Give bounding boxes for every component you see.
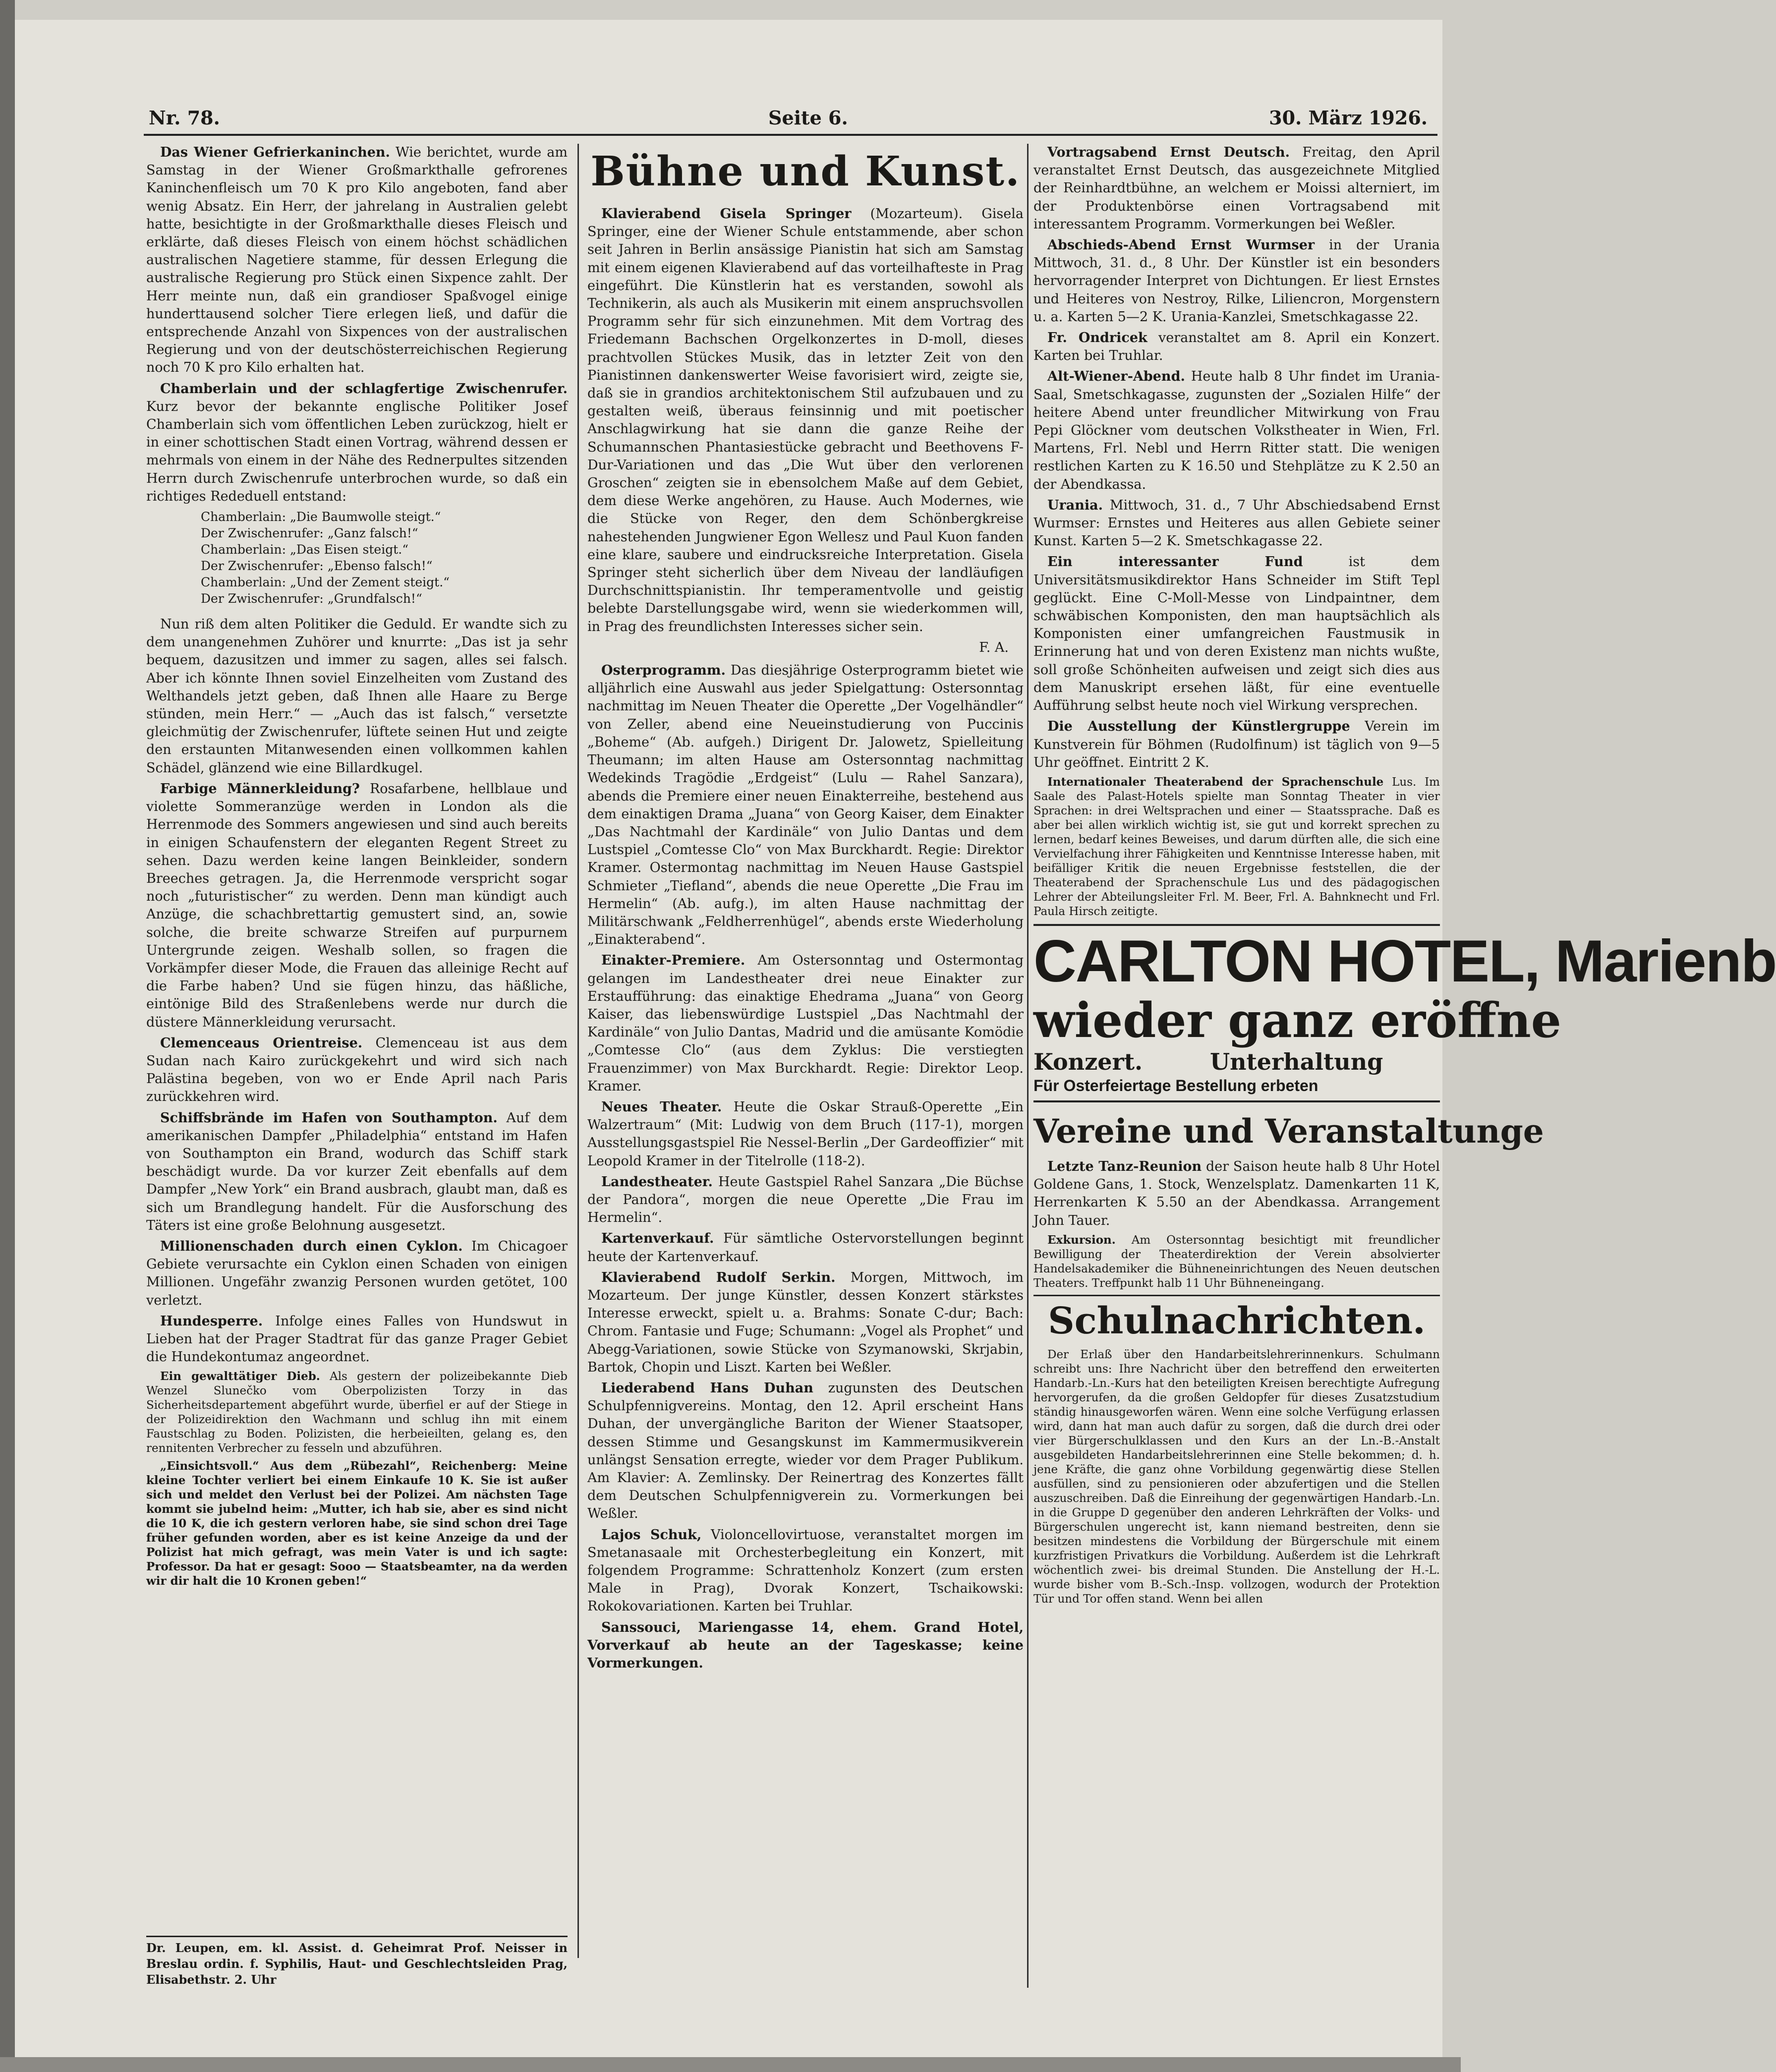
article-headline: Fr. Ondricek [1047,330,1147,346]
article-body: (Mozarteum). Gisela Springer, eine der Wiener Schule entstammende, aber schon seit Jahren in Berlin ansässige Pianistin hat sich am Samstag mit einem eigenen Klavierabend auf das vorteilhafteste in Prag eingeführt. Die Künstlerin hat es verstanden, sowohl als Technikerin, als auch als Musikerin mit einem anspruchsvollen Programm sehr für sich einzunehmen. Mit dem Vortrag des Friedemann Bachschen Orgelkonzertes in D-moll, dieses prachtvollen Stückes Musik, das in letzter Zeit von den Pianistinnen dankenswerter Weise favorisiert wird, zeigte sie, daß sie in grandios architektonischem Stil aufzubauen und zu gestalten weiß, überaus feinsinnig und mit poetischer Anschlagwirkung hat sie dann die ganze Reihe der Schumannschen Phantasiestücke gebracht und Beethovens F-Dur-Variationen und das „Die Wut über den verlorenen Groschen“ zeigten sie in ebensolchem Maße auf dem Gebiet, dem diese Werke angehören, zu Hause. Auch Modernes, wie die Stücke von Reger, den dem Schönbergkreise nahestehenden Jungwiener Egon Wellesz und Paul Kuon fanden eine klare, saubere und eindrucksreiche Interpretation. Gisela Springer steht sicherlich über dem Niveau der landläufigen Durchschnittspianistin. Ihr temperamentvolle und geistig belebte Darstellungsgabe wird, wenn sie wiederkommen will, in Prag des freundlichsten Interesses sicher sein. [587,206,1024,634]
article-theaterabend [1033,775,1440,919]
article-body: der Saison heute halb 8 Uhr Hotel Goldene Gans, 1. Stock, Wenzelsplatz. Damenkarten 11 K, Herrenkarten K 5.50 an der Abendkassa. Arrangement John Tauer. [1033,1158,1440,1228]
article-landestheater [587,1173,1024,1227]
article-tanz-reunion [1033,1158,1440,1230]
article-headline: Farbige Männerkleidung? [160,781,360,797]
article-body: Als gestern der polizeibekannte Dieb Wenzel Slunečko vom Oberpolizisten Torzy in das Sicherheitsdepartement abgeführt wurde, überfiel er auf der Stiege in der Polizeidirektion den Wachmann und schlug ihn mit einem Faustschlag zu Boden. Polizisten, die herbeieilten, gelang es, den rennitenten Verbrecher zu fesseln und abzuführen. [146,1370,568,1455]
column-rule-1 [577,144,579,1958]
article-body: veranstaltet am 8. April ein Konzert. Karten bei Truhlar. [1033,330,1440,364]
article-body: Aus dem „Rübezahl“, Reichenberg: Meine kleine Tochter verliert bei einem Einkaufe 10 K. Sie ist außer sich und meldet den Verlust bei der Polizei. Am nächsten Tage kommt sie jubelnd heim: „Mutter, ich hab sie, aber es sind nicht die 10 K, die ich gestern verloren habe, sie sind schon drei Tage früher gefunden worden, aber es ist keine Anzeige da und der Polizist hat mich gefragt, was mein Vater is und ich sagte: Professor. Da hat er gesagt: Sooo — Staatsbeamter, na da werden wir dir halt die 10 Kronen geben!“ [146,1459,568,1588]
article-body: Mariengasse 14, ehem. Grand Hotel, Vorverkauf ab heute an der Tageskasse; keine Vormerkungen. [587,1619,1024,1671]
ad-headline: CARLTON HOTEL, Marienb [1033,927,1776,994]
article-body: Am Ostersonntag besichtigt mit freundlicher Bewilligung der Theaterdirektion der Verein absolvierter Handelsakademiker die Bühneneinrichtungen des Neuen deutschen Theaters. Treffpunkt halb 11 Uhr Bühneneingang. [1033,1233,1440,1290]
article-headline: Einakter-Premiere. [601,953,745,969]
doctor-advertisement: Dr. Leupen, em. kl. Assist. d. Geheimrat Prof. Neisser in Breslau ordin. f. Syphilis, Haut- und Geschlechtsleiden Prag, Elisabethstr. 2. Uhr [146,1936,568,1988]
article-cyklon [146,1238,568,1310]
column-rule-2 [1027,144,1029,1988]
article-headline: Letzte Tanz-Reunion [1047,1158,1202,1174]
article-duhan [587,1380,1024,1523]
article-body: Morgen, Mittwoch, im Mozarteum. Der junge Künstler, dessen Konzert stärkstes Interesse erweckt, spielt u. a. Brahms: Sonate C-dur; Bach: Chrom. Fantasie und Fuge; Schumann: „Vogel als Prophet“ und Abegg-Variationen, sowie Stücke von Szymanowski, Skrjabin, Bartok, Chopin und Liszt. Karten bei Weßler. [587,1269,1024,1375]
ad-unterhaltung: Unterhaltung [1210,1048,1383,1075]
article-ondricek [1033,329,1440,365]
article-wurmser [1033,236,1440,326]
article-clemenceau [146,1035,568,1106]
article-headline: Urania. [1047,497,1103,513]
dialogue-line: Der Zwischenrufer: „Grundfalsch!“ [201,591,422,606]
dialogue-line: Der Zwischenrufer: „Ebenso falsch!“ [201,559,433,574]
article-schuk [587,1526,1024,1616]
article-einsichtsvoll [146,1459,568,1588]
column-local-news [146,144,568,1928]
issue-date: 30. März 1926. [1269,107,1428,129]
article-alt-wiener [1033,368,1440,493]
article-headline: Kartenverkauf. [601,1231,714,1247]
article-body: Kurz bevor der bekannte englische Politiker Josef Chamberlain sich vom öffentlichen Leben zurückzog, hielt er in einer schottischen Stadt einen Vortrag, während dessen er mehrmals von einem in der Nähe des Rednerpultes sitzenden Herrn durch Zwischenrufe unterbrochen wurde, so daß ein richtiges Rededuell entstand: [146,399,568,504]
article-springer [587,205,1024,636]
article-chamberlain [146,380,568,506]
article-headline: Exkursion. [1047,1233,1116,1247]
article-body: Lus. Im Saale des Palast-Hotels spielte man Sonntag Theater in vier Sprachen: in drei Weltsprachen und einer — Staatssprache. Daß es aber bei allen wirklich wichtig ist, sie gut und korrekt sprechen zu lernen, bedarf keines Beweises, und darum dürften alle, die sich eine Vervielfachung ihrer Fähigkeiten und Kenntnisse Interesse haben, mit beifälliger Kritik die neuen Ergebnisse feststellen, die der Theaterabend der Sprachenschule Lus und des pädagogischen Lehrer der Abteilungsleiter Frl. M. Beer, Frl. A. Bahnknecht und Frl. Paula Hirsch zeitigte. [1033,775,1440,918]
article-headline: Hundesperre. [160,1313,263,1329]
author-signature: F. A. [979,639,1009,655]
article-ausstellung [1033,718,1440,772]
section-title-buehne: Bühne und Kunst. [590,148,1021,195]
article-body: zugunsten des Deutschen Schulpfennigvereins. Montag, den 12. April erscheint Hans Duhan, der unvergängliche Bariton der Wiener Staatsoper, dessen Stimme und Gesangskunst im Kammermusikverein unlängst Sensation erregte, wieder vor dem Prager Publikum. Am Klavier: A. Zemlinsky. Der Reinertrag des Konzertes fällt dem Deutschen Schulpfennigverein zu. Vormerkungen bei Weßler. [587,1381,1024,1522]
article-body: Freitag, den April veranstaltet Ernst Deutsch, das ausgezeichnete Mitglied der Reinhardtbühne, an welchem er Moissi alterniert, im der Produktenbörse einen Vortragsabend mit interessantem Programm. Vormerkungen bei Weßler. [1033,145,1440,232]
article-kartenverkauf [587,1230,1024,1266]
article-headline: Ein interessanter Fund [1047,554,1303,570]
article-body: Violoncellovirtuose, veranstaltet morgen im Smetanasaale mit Orchesterbegleitung ein Konzert, mit folgendem Programme: Schrattenholz Konzert (zum ersten Male in Prag), Dvorak Konzert, Tschaikowski: Rokokovariationen. Karten bei Truhlar. [587,1527,1024,1614]
article-handarbeit: Der Erlaß über den Handarbeitslehrerinnenkurs. Schulmann schreibt uns: Ihre Nachricht über den betreffend den erweiterten Handarb.-Ln.-Kurs hat den beteiligten Kreisen berechtigte Aufregung hervorgerufen, da die großen Geldopfer für dieses Zusatzstudium ständig hinausgeworfen wären. Wenn eine solche Verfügung erlassen wird, dann hat man auch dafür zu sorgen, daß die durch drei oder vier Bürgerschulklassen und den Kurs an der Ln.-B.-Anstalt ausgebildeten Handarbeitslehrerinnen eine Stelle bekommen; d. h. jene Kräfte, die ganz ohne Vorbildung gegenwärtig diese Stellen ausfüllen, sind zu pensionieren oder abzufertigen und die Stellen auszuschreiben. Daß die Einreihung der gegenwärtigen Handarb.-Ln. in die Gruppe D gegenüber den anderen Lehrkräften der Volks- und Bürgerschulen ungerecht ist, kann niemand bestreiten, denn sie besitzen mindestens die Vorbildung der Bürgerschule mit einem kurzfristigen Privatkurs die Vorbildung. Außerdem ist die Lehrkraft wöchentlich zwei- bis dreimal Stunden. Die Anstellung der H.-L. wurde bisher vom B.-Sch.-Insp. vollzogen, wodurch der Protektion Tür und Tor offen stand. Wenn bei allen [1033,1348,1440,1606]
section-title-schulnachrichten: Schulnachrichten. [1048,1299,1426,1342]
section-divider [1033,1295,1440,1296]
issue-number: Nr. 78. [149,107,220,129]
article-headline: Liederabend Hans Duhan [601,1381,813,1396]
page-header [129,99,1437,134]
article-einakter [587,952,1024,1095]
article-fund [1033,553,1440,715]
article-body: Rosafarbene, hellblaue und violette Sommeranzüge werden in London als die Herrenmode des Sommers angewiesen und sind auch bereits in einigen Schaufenstern der eleganten Regent Street zu sehen. Dazu werden keine langen Beinkleider, sondern Breeches getragen. Ja, die Herrenmode verspricht sogar noch „futuristischer“ zu werden. Denn man kündigt auch Anzüge, die schachbrettartig gemustert sind, an, sowie solche, die breite schwarze Streifen auf purpurnem Untergrunde zeigen. Weshalb sollen, so fragen die Vorkämpfer dieser Mode, die Frauen das alleinige Recht auf die Farbe haben? Und sie fügen hinzu, das häßliche, eintönige Bild des Straßenlebens werde nur durch die düstere Männerkleidung verursacht. [146,781,568,1030]
article-headline: Internationaler Theaterabend der Sprachenschule [1047,775,1384,789]
article-hundesperre [146,1313,568,1367]
scan-edge-left [0,0,15,2072]
article-kaninchen [146,144,568,377]
dialogue-line: Chamberlain: „Die Baumwolle steigt.“ [201,510,441,524]
article-headline: Klavierabend Gisela Springer [601,206,852,222]
article-headline: Ein gewalttätiger Dieb. [160,1370,320,1383]
article-body: Das diesjährige Osterprogramm bietet wie alljährlich eine Auswahl aus jeder Spielgattung: Ostersonntag nachmittag im Neuen Theater die Operette „Der Vogelhändler“ von Zeller, abend eine Neueinstudierung von Puccinis „Boheme“ (Ab. aufgeh.) Dirigent Dr. Jalowetz, Spielleitung Theumann; im alten Hause am Ostersonntag nachmittag Wedekinds Tragödie „Erdgeist“ (Lulu — Rahel Sanzara), abends die Premiere einer neuen Einakterreihe, bestehend aus dem einaktigen Drama „Juana“ von Georg Kaiser, dem Einakter „Das Nachtmahl der Kardinäle“ von Julio Dantas und dem Lustspiel „Comtesse Clo“ von Max Burckhardt. Regie: Direktor Kramer. Ostermontag nachmittag im Neuen Hause Gastspiel Schmieter „Tiefland“, abends die neue Operette „Die Frau im Hermelin“ (Ab. aufg.), im alten Hause nachmittag der Militärschwank „Feldherrenhügel“, abends erste Wiederholung „Einakterabend“. [587,663,1024,948]
column-buehne-kunst [587,144,1024,1968]
article-headline: Sanssouci, [601,1619,681,1635]
article-body: Verein im Kunstverein für Böhmen (Rudolfinum) ist täglich von 9—5 Uhr geöffnet. Eintritt 2 K. [1033,719,1440,770]
article-headline: Chamberlain und der schlagfertige Zwischenrufer. [160,381,568,397]
column-right [1033,144,1776,1988]
article-southampton [146,1109,568,1235]
article-headline: Die Ausstellung der Künstlergruppe [1047,719,1350,735]
article-body: ist dem Universitätsmusikdirektor Hans Schneider im Stift Tepl geglückt. Eine C-Moll-Messe von Lindpaintner, dem schwäbischen Komponisten, den man hauptsächlich als Komponisten einer umfangreichen Faustmusik in Erinnerung hat und von deren Existenz man nichts wußte, soll große Schönheiten aufweisen und zeigt sich dies aus dem Manuskript ersehen läßt, für eine eventuelle Aufführung selbst heute noch viel Wirkung versprechen. [1033,554,1440,714]
dialogue-line: Chamberlain: „Das Eisen steigt.“ [201,542,408,557]
article-body: in der Urania Mittwoch, 31. d., 8 Uhr. Der Künstler ist ein besonders hervorragender Interpret von Dichtungen. Er liest Ernstes und Heiteres von Nestroy, Rilke, Liliencron, Morgenstern u. a. Karten 5—2 K. Urania-Kanzlei, Smetschkagasse 22. [1033,237,1440,325]
article-headline: Neues Theater. [601,1099,722,1115]
article-headline: Alt-Wiener-Abend. [1047,369,1185,385]
article-urania [1033,497,1440,551]
article-headline: Landestheater. [601,1174,713,1190]
section-title-vereine: Vereine und Veranstaltunge [1033,1111,1544,1151]
article-headline: Millionenschaden durch einen Cyklon. [160,1238,463,1254]
article-osterprogramm [587,662,1024,949]
article-body: Mittwoch, 31. d., 7 Uhr Abschiedsabend Ernst Wurmser: Ernstes und Heiteres aus allen Gebiete seiner Kunst. Karten 5—2 K. Smetschkagasse 22. [1033,497,1440,549]
scan-edge-bottom [0,2057,1461,2072]
page-number: Seite 6. [768,107,848,129]
article-headline: Lajos Schuk, [601,1527,702,1543]
ad-subheadline: wieder ganz eröffne [1033,992,1561,1048]
article-neues-theater [587,1098,1024,1170]
article-headline: Vortragsabend Ernst Deutsch. [1047,145,1290,160]
article-headline: „Einsichtsvoll.“ [160,1459,259,1473]
article-body: Nun riß dem alten Politiker die Geduld. Er wandte sich zu dem unangenehmen Zuhörer und knurrte: „Das ist ja sehr bequem, dazusitzen und immer zu sagen, alles sei falsch. Aber ich könnte Ihnen soviel Einzelheiten vom Zustand des Welthandels jetzt geben, daß Ihnen alle Haare zu Berge stünden, mein Herr.“ — „Auch das ist falsch,“ versetzte gleichmütig der Zwischenrufer, lüftete seinen Hut und zeigte den erstaunten Mitanwesenden einen vollkommen kahlen Schädel, glänzend wie eine Billardkugel. [146,617,568,776]
ad-konzert: Konzert. [1033,1048,1143,1075]
article-exkursion [1033,1233,1440,1291]
article-headline: Klavierabend Rudolf Serkin. [601,1269,836,1285]
carlton-hotel-ad [1033,924,1776,1102]
article-deutsch [1033,144,1440,233]
article-serkin [587,1269,1024,1377]
article-maennerkleidung [146,780,568,1032]
article-dieb [146,1369,568,1456]
article-sanssouci [587,1619,1024,1673]
article-body: Infolge eines Falles von Hundswut in Lieben hat der Prager Stadtrat für das ganze Prager Gebiet die Hundekontumaz angeordnet. [146,1313,568,1365]
article-headline: Clemenceaus Orientreise. [160,1035,363,1051]
article-body: Heute die Oskar Strauß-Operette „Ein Walzertraum“ (Mit: Ludwig von dem Bruch (117-1), morgen Ausstellungsgastspiel Rie Nessel-Berlin „Der Gardeoffizier“ mit Leopold Kramer in der Titelrolle (118-2). [587,1099,1024,1169]
article-body: Im Chicagoer Gebiete verursachte ein Cyklon einen Schaden von einigen Millionen. Ungefähr zwanzig Personen wurden getötet, 100 verletzt. [146,1238,568,1308]
dialogue-line: Chamberlain: „Und der Zement steigt.“ [201,575,450,590]
article-body: Am Ostersonntag und Ostermontag gelangen im Landestheater drei neue Einakter zur Erstaufführung: das einaktige Ehedrama „Juana“ von Georg Kaiser, das liebenswürdige Lustspiel „Das Nachtmahl der Kardinäle“ von Julio Dantas, Madrid und die amüsante Komödie „Comtesse Clo“ (aus dem Zyklus: Die verstiegten Frauenzimmer) von Max Burckhardt. Regie: Direktor Leop. Kramer. [587,953,1024,1094]
article-body: Heute halb 8 Uhr findet im Urania-Saal, Smetschkagasse, zugunsten der „Sozialen Hilfe“ der heitere Abend unter freundlicher Mitwirkung von Frau Pepi Glöckner vom deutschen Volkstheater in Wien, Frl. Martens, Frl. Nebl und Herrn Ritter statt. Die wenigen restlichen Karten zu K 16.50 und Stehplätze zu K 2.50 an der Abendkassa. [1033,369,1440,492]
article-body: Auf dem amerikanischen Dampfer „Philadelphia“ entstand im Hafen von Southampton ein Brand, wodurch das Schiff stark beschädigt wurde. Da vor kurzer Zeit ebenfalls auf dem Dampfer „New York“ ein Brand ausbrach, glaubt man, daß es sich um Brandlegung handelt. Für die Ausforschung des Täters ist eine große Belohnung ausgesetzt. [146,1110,568,1233]
ad-offerings [1033,1048,1440,1076]
article-body: Clemenceau ist aus dem Sudan nach Kairo zurückgekehrt und wird sich nach Palästina begeben, von wo er Ende April nach Paris zurückkehren wird. [146,1035,568,1105]
article-headline: Das Wiener Gefrierkaninchen. [160,145,390,160]
ad-booking-note: Für Osterfeiertage Bestellung erbeten [1033,1076,1318,1094]
article-body: Heute Gastspiel Rahel Sanzara „Die Büchse der Pandora“, morgen die neue Operette „Die Frau im Hermelin“. [587,1174,1024,1226]
article-body: Für sämtliche Ostervorstellungen beginnt heute der Kartenverkauf. [587,1231,1024,1265]
article-headline: Osterprogramm. [601,663,726,679]
header-rule [144,134,1437,136]
article-headline: Abschieds-Abend Ernst Wurmser [1047,237,1315,253]
article-headline: Schiffsbrände im Hafen von Southampton. [160,1110,498,1126]
article-body: Wie berichtet, wurde am Samstag in der Wiener Großmarkthalle gefrorenes Kaninchenfleisch um 70 K pro Kilo angeboten, fand aber wenig Absatz. Ein Herr, der jahrelang in Australien gelebt hatte, besichtigte in der Großmarkthalle dieses Fleisch und erklärte, daß dieses Fleisch von einem höchst schädlichen australischen Nagetiere stamme, für dessen Erlegung die australische Regierung pro Stück einen Sixpence zahlt. Der Herr meinte nun, daß ein grandioser Spaßvogel einige hunderttausend solcher Tiere erlegen ließ, und dafür die entsprechende Anzahl von Sixpences von der australischen Regierung und von der deutschösterreichischen Regierung noch 70 K pro Kilo erhalten hat. [146,145,568,376]
dialogue-line: Der Zwischenrufer: „Ganz falsch!“ [201,526,418,541]
